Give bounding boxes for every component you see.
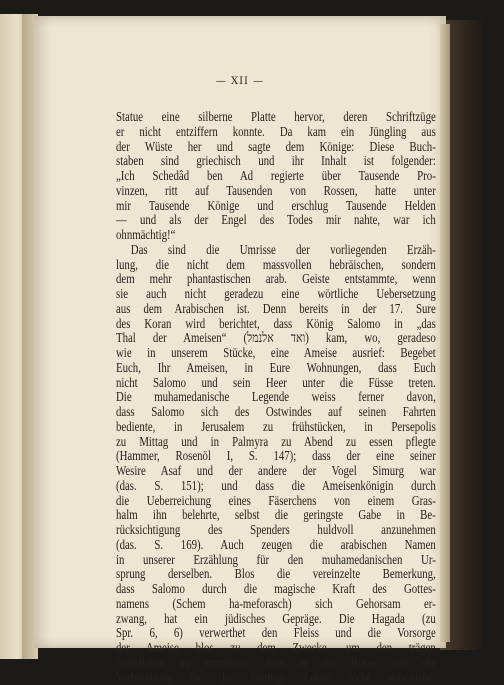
text-line: Wesire Asaf und der andere der Vogel Simurg war: [116, 464, 436, 479]
body-text: [116, 110, 436, 685]
text-line: die Ueberreichung eines Fäserchens von einem Gras-: [116, 494, 436, 509]
text-line: mir Tausende Könige und erschlug Tausende Helden: [116, 199, 436, 214]
text-line: zu Mittag und in Palmyra zu Abend zu essen pflegte: [116, 435, 436, 450]
text-line: in unserer Erzählung für den muhamedanischen Ur-: [116, 553, 436, 568]
text-line: Sterblichen zu ermahnen, dass er die Busse und die: [116, 656, 436, 671]
text-line: vinzen, ritt auf Tausenden von Rossen, hatte unter: [116, 184, 436, 199]
text-line: er nicht entziffern konnte. Da kam ein Jüngling aus: [116, 125, 436, 140]
text-line: Euch, Ihr Ameisen, in Eure Wohnungen, dass Euch: [116, 361, 436, 376]
text-line: (Hammer, Rosenöl I, S. 147); dass der eine seiner: [116, 449, 436, 464]
text-line: (das. S. 169). Auch zeugen die arabischen Namen: [116, 538, 436, 553]
text-line: zwang, hat ein jüdisches Gepräge. Die Hagada (zu: [116, 612, 436, 627]
text-line: halm ihn belehrte, selbst die geringste Gabe in Be-: [116, 508, 436, 523]
text-line: Spr. 6, 6) verwerthet den Fleiss und die Vorsorge: [116, 626, 436, 641]
text-line: wie in unserem Stücke, eine Ameise ausrief: Begebet: [116, 346, 436, 361]
text-line: der Ameise blos zu dem Zwecke, um den trägen: [116, 641, 436, 656]
text-line: rücksichtigung des Spenders huldvoll anzunehmen: [116, 523, 436, 538]
text-line: staben sind griechisch und ihr Inhalt ist folgender:: [116, 154, 436, 169]
text-line: Die muhamedanische Legende weiss ferner davon,: [116, 390, 436, 405]
text-line: sie auch nicht geradezu eine wörtliche Uebersetzung: [116, 287, 436, 302]
text-line: namens (Schem ha-meforasch) sich Gehorsam er-: [116, 597, 436, 612]
text-line: Statue eine silberne Platte hervor, deren Schriftzüge: [116, 110, 436, 125]
text-line: Vorbereitung für das künftige Leben nicht aufschiebe,: [116, 671, 436, 685]
text-line: nicht Salomo und sein Heer unter die Füsse treten.: [116, 376, 436, 391]
text-line: „Ich Schedâd ben Ad regierte über Tausende Pro-: [116, 169, 436, 184]
text-line: bediente, in Jerusalem zu frühstücken, in Persepolis: [116, 420, 436, 435]
text-line: aus dem Arabischen ist. Denn bereits in der 17. Sure: [116, 302, 436, 317]
page-number: — XII —: [34, 76, 446, 87]
text-line: dass Salomo sich des Ostwindes auf seinen Fahrten: [116, 405, 436, 420]
text-line: des Koran wird berichtet, dass König Salomo in „das: [116, 317, 436, 332]
text-line: der Wüste her und sagte dem Könige: Diese Buch-: [116, 140, 436, 155]
text-line: dass Salomo durch die magische Kraft des Gottes-: [116, 582, 436, 597]
text-line: (das. S. 151); und dass die Ameisenkönigin durch: [116, 479, 436, 494]
text-line: ohnmächtig!“: [116, 228, 436, 243]
text-line: Thal der Ameisen“ (ואד אלנמל) kam, wo, geradeso: [116, 331, 436, 346]
text-line: — und als der Engel des Todes mir nahte, war ich: [116, 213, 436, 228]
text-line: lung, die nicht dem massvollen hebräischen, sondern: [116, 258, 436, 273]
text-line: Das sind die Umrisse der vorliegenden Erzäh-: [116, 243, 436, 258]
text-line: sprung derselben. Blos die vereinzelte Bemerkung,: [116, 567, 436, 582]
page-stack-edge: [440, 24, 450, 642]
text-line: dem mehr phantastischen arab. Geiste entstammte, wenn: [116, 272, 436, 287]
